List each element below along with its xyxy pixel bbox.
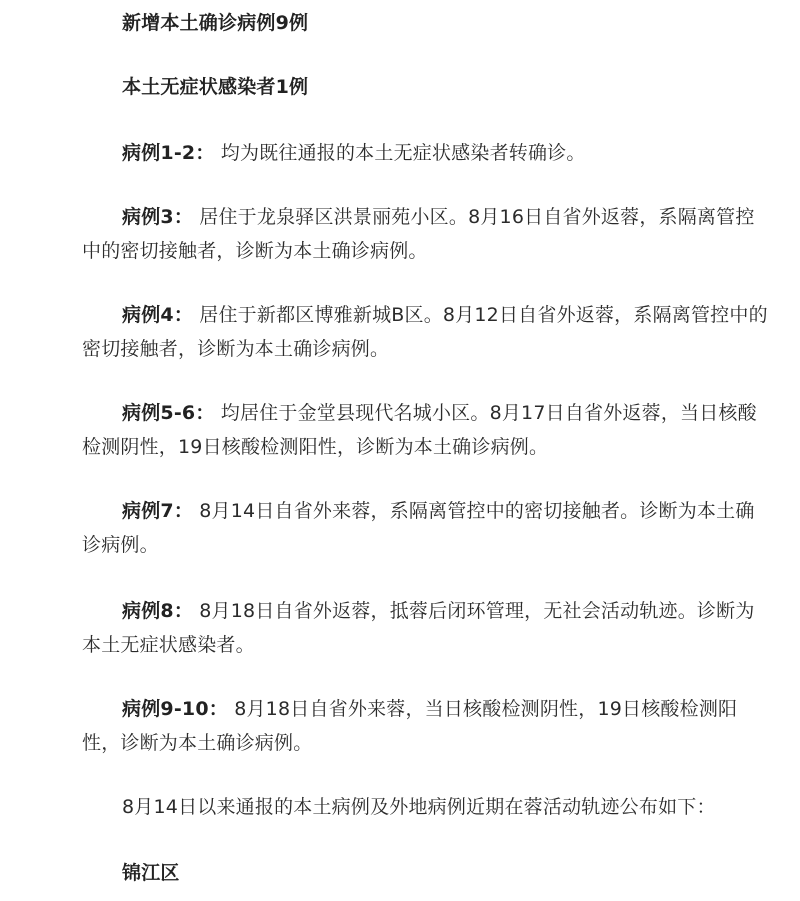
- case-text: 均居住于金堂县现代名城小区。8月17日自省外返蓉，当日核酸检测阴性，19日核酸检测阳性，诊断为本土确诊病例。: [82, 402, 757, 458]
- case-label: 病例9-10：: [122, 698, 228, 720]
- case-paragraph: [82, 594, 772, 662]
- case-text: 居住于龙泉驿区洪景丽苑小区。8月16日自省外返蓉，系隔离管控中的密切接触者，诊断为本土确诊病例。: [82, 206, 755, 262]
- case-label: 病例7：: [122, 500, 194, 522]
- case-paragraph: [82, 396, 772, 464]
- case-paragraph: [82, 298, 772, 366]
- case-label: 病例4：: [122, 304, 194, 326]
- case-text: 8月14日自省外来蓉，系隔离管控中的密切接触者。诊断为本土确诊病例。: [82, 500, 755, 556]
- trajectory-intro: 8月14日以来通报的本土病例及外地病例近期在蓉活动轨迹公布如下：: [122, 796, 716, 818]
- case-label: 病例8：: [122, 600, 194, 622]
- case-text: 居住于新都区博雅新城B区。8月12日自省外返蓉，系隔离管控中的密切接触者，诊断为本土确诊病例。: [82, 304, 768, 360]
- case-text: 均为既往通报的本土无症状感染者转确诊。: [214, 142, 586, 164]
- case-paragraph: [82, 692, 772, 760]
- heading-asymptomatic: 本土无症状感染者1例: [122, 76, 309, 98]
- case-text: 8月18日自省外来蓉，当日核酸检测阴性，19日核酸检测阳性，诊断为本土确诊病例。: [82, 698, 738, 754]
- case-paragraph: [82, 494, 772, 562]
- case-paragraph: [82, 200, 772, 268]
- case-label: 病例5-6：: [122, 402, 215, 424]
- case-paragraph: [82, 136, 772, 170]
- case-label: 病例1-2：: [122, 142, 215, 164]
- case-text: 8月18日自省外返蓉，抵蓉后闭环管理，无社会活动轨迹。诊断为本土无症状感染者。: [82, 600, 755, 656]
- district-heading: 锦江区: [122, 862, 180, 884]
- heading-new-confirmed: 新增本土确诊病例9例: [122, 12, 309, 34]
- case-label: 病例3：: [122, 206, 194, 228]
